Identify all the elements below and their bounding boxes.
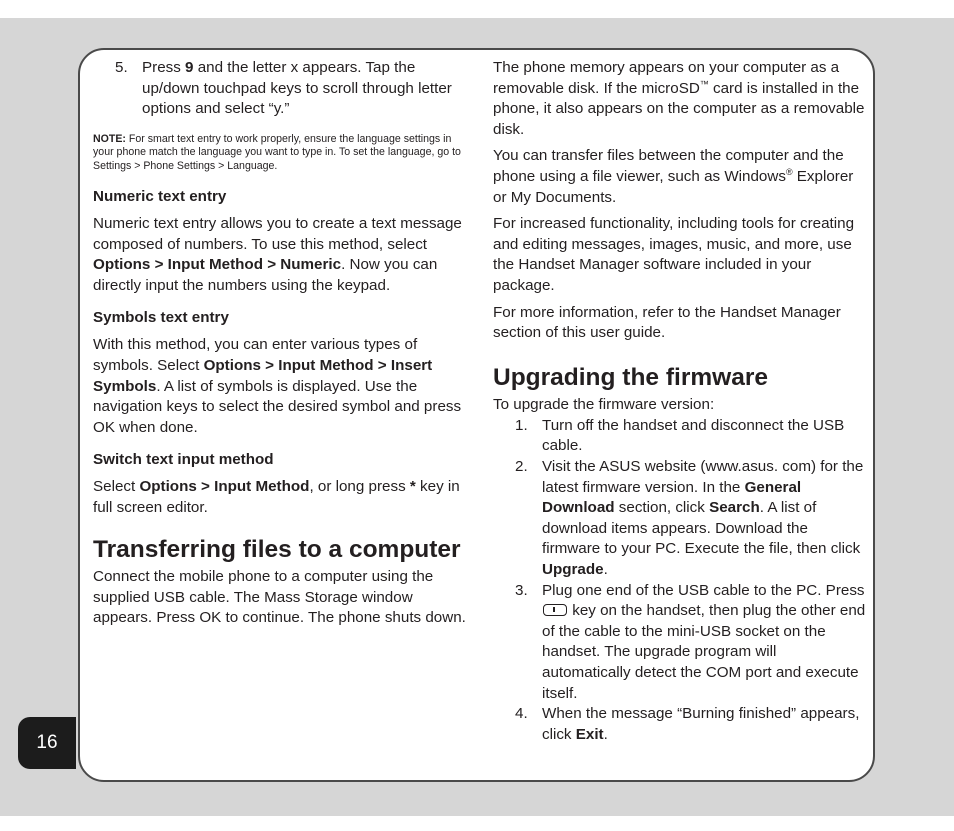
symbols-text-a: With this method, you can enter various types of symbols. Select xyxy=(93,336,418,374)
symbols-paragraph xyxy=(93,335,471,438)
note-text: For smart text entry to work properly, ensure the language settings in your phone match the language you want to type in. To set the language, go to Settings > Phone Settings > Language. xyxy=(93,132,461,172)
memory-text-b: card is installed in the phone, it also appears on the computer as a removable disk. xyxy=(493,79,865,138)
upgrade-intro: To upgrade the firmware version: xyxy=(493,396,715,414)
more-info-paragraph: For more information, refer to the Handset Manager section of this user guide. xyxy=(493,303,841,342)
step-5-text-a: Press xyxy=(142,59,186,76)
upgrade-step-3 xyxy=(493,581,868,705)
upgrade-step-1 xyxy=(493,416,868,457)
step-list-continued xyxy=(93,58,471,120)
memory-text-a: The phone memory appears on your computer as a removable disk. If the microSD xyxy=(493,59,840,97)
switch-menu-path: Options > Input Method xyxy=(139,478,310,496)
functionality-paragraph: For increased functionality, including tools for creating and editing messages, images, music, and more, use the Handset Manager software included in your package. xyxy=(493,215,855,294)
upgrade-label: Upgrade xyxy=(542,560,604,578)
upgrade-title: Upgrading the firmware xyxy=(493,363,768,391)
memory-paragraph xyxy=(493,58,868,140)
switch-text-c: key in full screen editor. xyxy=(93,478,460,516)
exit-label: Exit xyxy=(575,725,604,743)
left-column xyxy=(93,58,471,629)
upgrade-steps xyxy=(493,416,868,746)
switch-key: * xyxy=(409,478,416,496)
note xyxy=(93,133,471,173)
registered-symbol: ® xyxy=(785,166,793,177)
step-2-text-c: . A list of download items appears. Download the firmware to your PC. Execute the file, then click xyxy=(542,499,861,558)
general-download-label: General Download xyxy=(542,478,802,517)
step-3-text-b: key on the handset, then plug the other end of the cable to the mini-USB socket on the handset. The upgrade program will automatically detect the COM port and execute itself. xyxy=(542,602,866,702)
numeric-text-b: . Now you can directly input the numbers using the keypad. xyxy=(93,256,438,294)
transfer-paragraph: Connect the mobile phone to a computer using the supplied USB cable. The Mass Storage window appears. Press OK to continue. The phone shuts down. xyxy=(93,568,466,627)
numeric-menu-path: Options > Input Method > Numeric xyxy=(93,256,342,274)
symbols-text-b: . A list of symbols is displayed. Use the navigation keys to select the desired symbol and press OK when done. xyxy=(93,377,462,436)
transfer-files-text-b: Explorer or My Documents. xyxy=(493,167,854,206)
transfer-files-paragraph xyxy=(493,146,868,208)
symbols-heading: Symbols text entry xyxy=(93,309,229,327)
symbols-menu-path: Options > Input Method > Insert Symbols xyxy=(93,356,433,395)
switch-text-a: Select xyxy=(93,478,140,496)
switch-heading: Switch text input method xyxy=(93,451,274,469)
search-label: Search xyxy=(709,499,760,517)
step-5-text-b: and the letter x appears. Tap the up/down touchpad keys to scroll through letter options and select “y.” xyxy=(142,59,452,118)
step-4-text-a: When the message “Burning finished” appears, click xyxy=(542,705,860,743)
step-5-number: 5. xyxy=(115,59,128,76)
step-2-text-d: . xyxy=(603,560,608,578)
page-number: 16 xyxy=(18,717,76,769)
step-3-text-a: Plug one end of the USB cable to the PC. Press xyxy=(542,581,865,599)
step-2-text-b: section, click xyxy=(614,499,710,517)
step-4-number: 4. xyxy=(515,705,528,723)
trademark-symbol: ™ xyxy=(699,78,709,89)
right-column xyxy=(493,58,868,745)
numeric-paragraph xyxy=(93,214,471,296)
step-2-text-a: Visit the ASUS website (www.asus. com) for the latest firmware version. In the xyxy=(542,458,864,496)
upgrade-step-2 xyxy=(493,457,868,581)
step-3-number: 3. xyxy=(515,581,528,599)
step-5-key: 9 xyxy=(185,59,194,76)
step-2-number: 2. xyxy=(515,458,528,475)
step-1-text: Turn off the handset and disconnect the USB cable. xyxy=(542,416,845,455)
end-key-icon xyxy=(543,604,567,616)
numeric-heading: Numeric text entry xyxy=(93,188,227,205)
switch-paragraph xyxy=(93,477,471,518)
numeric-text-a: Numeric text entry allows you to create a text message composed of numbers. To use this method, select xyxy=(93,215,462,253)
step-5 xyxy=(93,58,471,120)
switch-text-b: , or long press xyxy=(309,478,410,496)
transfer-files-text-a: You can transfer files between the computer and the phone using a file viewer, such as Windows xyxy=(493,147,844,185)
step-4-text-b: . xyxy=(603,725,608,743)
transfer-title: Transferring files to a computer xyxy=(93,535,461,563)
step-1-number: 1. xyxy=(515,416,528,434)
note-label: NOTE: xyxy=(93,132,126,145)
upgrade-step-4 xyxy=(493,704,868,745)
